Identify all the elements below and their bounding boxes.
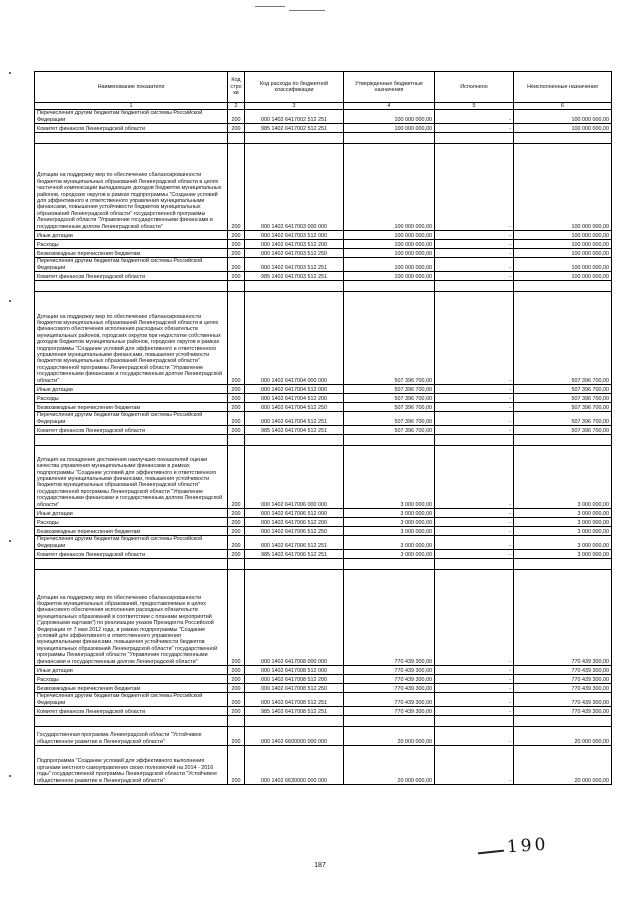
- row-unexecuted-cell: 770 439 300,00: [514, 707, 612, 716]
- row-executed-cell: -: [435, 536, 514, 550]
- row-name-cell: Расходы: [35, 675, 228, 684]
- row-name-cell: Комитет финансов Ленинградской области: [35, 550, 228, 559]
- top-scan-marks: [255, 4, 325, 14]
- row-name-cell: Иные дотации: [35, 666, 228, 675]
- row-code-cell: 200: [228, 292, 245, 385]
- row-kbk-cell: 000 1402 6417006 512 250: [245, 527, 344, 536]
- row-kbk-cell: 985 1402 6417004 512 251: [245, 426, 344, 435]
- row-name-cell: Иные дотации: [35, 231, 228, 240]
- row-kbk-cell: 985 1402 6417008 512 251: [245, 707, 344, 716]
- row-kbk-cell: 985 1402 6417006 512 251: [245, 550, 344, 559]
- page-number: 187: [314, 862, 326, 869]
- row-executed-cell: -: [435, 292, 514, 385]
- row-unexecuted-cell: 507 396 700,00: [514, 403, 612, 412]
- row-unexecuted-cell: 100 000 000,00: [514, 258, 612, 272]
- row-executed-cell: -: [435, 446, 514, 509]
- row-approved-cell: 3 000 000,00: [344, 550, 435, 559]
- table-row: [35, 550, 612, 559]
- row-unexecuted-cell: 770 439 300,00: [514, 675, 612, 684]
- row-code-cell: 200: [228, 231, 245, 240]
- row-approved-cell: 3 000 000,00: [344, 536, 435, 550]
- row-code-cell: 200: [228, 385, 245, 394]
- table-row: [35, 231, 612, 240]
- row-unexecuted-cell: 3 000 000,00: [514, 518, 612, 527]
- row-name-cell: Безвозмездные перечисления бюджетам: [35, 249, 228, 258]
- row-unexecuted-cell: [514, 281, 612, 292]
- row-approved-cell: 3 000 000,00: [344, 509, 435, 518]
- table-row: [35, 258, 612, 272]
- row-name-cell: Дотации на поддержку мер по обеспечению сбалансированности бюджетов муниципальных образований Ленинградской области в целях частичной компенсации выпадающих доходов бюджетов муниципальных районов, городских округов в рамках подпрограммы "Создание условий для эффективного и ответственного управления муниципальными финансами, повышения устойчивости бюджетов муниципальных образований Ленинградской области" государственной программы Ленинградской области "Управление государственными финансами и государственным долгом Ленинградской области": [35, 144, 228, 231]
- row-unexecuted-cell: 507 396 700,00: [514, 385, 612, 394]
- margin-mark: [9, 775, 11, 777]
- row-kbk-cell: [245, 281, 344, 292]
- row-approved-cell: [344, 281, 435, 292]
- row-unexecuted-cell: 100 000 000,00: [514, 124, 612, 133]
- header-executed: Исполнено: [435, 72, 514, 103]
- row-code-cell: 200: [228, 249, 245, 258]
- row-approved-cell: 770 439 300,00: [344, 707, 435, 716]
- row-executed-cell: [435, 133, 514, 144]
- row-approved-cell: 770 439 300,00: [344, 675, 435, 684]
- row-name-cell: Безвозмездные перечисления бюджетам: [35, 403, 228, 412]
- row-executed-cell: -: [435, 249, 514, 258]
- column-number: 1: [35, 103, 228, 110]
- table-row: [35, 385, 612, 394]
- table-row: [35, 509, 612, 518]
- row-unexecuted-cell: 100 000 000,00: [514, 144, 612, 231]
- row-unexecuted-cell: 3 000 000,00: [514, 550, 612, 559]
- column-number: 3: [245, 103, 344, 110]
- row-kbk-cell: 000 1402 6417008 512 000: [245, 666, 344, 675]
- row-unexecuted-cell: [514, 559, 612, 570]
- row-approved-cell: [344, 559, 435, 570]
- row-unexecuted-cell: 20 000 000,00: [514, 727, 612, 746]
- row-kbk-cell: 000 1402 6417004 512 250: [245, 403, 344, 412]
- row-approved-cell: 507 396 700,00: [344, 412, 435, 426]
- row-unexecuted-cell: 100 000 000,00: [514, 272, 612, 281]
- row-kbk-cell: 000 1402 6417008 000 000: [245, 570, 344, 666]
- table-row: [35, 144, 612, 231]
- row-name-cell: Перечисления другим бюджетам бюджетной системы Российской Федерации: [35, 536, 228, 550]
- signature-stroke: [478, 850, 504, 855]
- table-row: [35, 403, 612, 412]
- row-executed-cell: [435, 716, 514, 727]
- row-executed-cell: [435, 559, 514, 570]
- row-executed-cell: -: [435, 394, 514, 403]
- row-approved-cell: 3 000 000,00: [344, 446, 435, 509]
- row-executed-cell: -: [435, 707, 514, 716]
- row-executed-cell: -: [435, 124, 514, 133]
- row-executed-cell: -: [435, 675, 514, 684]
- row-name-cell: Перечисления другим бюджетам бюджетной системы Российской Федерации: [35, 258, 228, 272]
- row-approved-cell: 100 000 000,00: [344, 144, 435, 231]
- table-row: [35, 249, 612, 258]
- row-kbk-cell: 000 1402 6417004 000 000: [245, 292, 344, 385]
- row-name-cell: Комитет финансов Ленинградской области: [35, 707, 228, 716]
- row-name-cell: Безвозмездные перечисления бюджетам: [35, 527, 228, 536]
- row-code-cell: 200: [228, 272, 245, 281]
- row-code-cell: 200: [228, 550, 245, 559]
- row-kbk-cell: 000 1402 6417008 512 250: [245, 684, 344, 693]
- row-kbk-cell: 000 1402 6417008 512 200: [245, 675, 344, 684]
- row-executed-cell: -: [435, 693, 514, 707]
- row-code-cell: [228, 716, 245, 727]
- row-code-cell: 200: [228, 124, 245, 133]
- row-name-cell: [35, 559, 228, 570]
- row-kbk-cell: 000 1402 6417004 512 200: [245, 394, 344, 403]
- row-name-cell: Перечисления другим бюджетам бюджетной системы Российской Федерации: [35, 110, 228, 124]
- table-row: [35, 707, 612, 716]
- row-name-cell: [35, 716, 228, 727]
- row-approved-cell: 770 439 300,00: [344, 684, 435, 693]
- row-code-cell: 200: [228, 727, 245, 746]
- table-row: [35, 693, 612, 707]
- row-name-cell: Расходы: [35, 518, 228, 527]
- row-unexecuted-cell: 3 000 000,00: [514, 446, 612, 509]
- row-approved-cell: 770 439 300,00: [344, 666, 435, 675]
- row-executed-cell: -: [435, 412, 514, 426]
- row-kbk-cell: 985 1402 6417003 512 251: [245, 272, 344, 281]
- table-spacer-row: [35, 559, 612, 570]
- table-spacer-row: [35, 435, 612, 446]
- row-kbk-cell: [245, 435, 344, 446]
- row-executed-cell: -: [435, 509, 514, 518]
- row-approved-cell: 507 396 700,00: [344, 292, 435, 385]
- row-approved-cell: 507 396 700,00: [344, 394, 435, 403]
- row-unexecuted-cell: 770 439 300,00: [514, 570, 612, 666]
- row-unexecuted-cell: 3 000 000,00: [514, 509, 612, 518]
- header-unexecuted: Неисполненные назначения: [514, 72, 612, 103]
- row-approved-cell: 100 000 000,00: [344, 272, 435, 281]
- row-name-cell: [35, 133, 228, 144]
- row-approved-cell: 3 000 000,00: [344, 527, 435, 536]
- row-unexecuted-cell: 100 000 000,00: [514, 231, 612, 240]
- table-row: [35, 124, 612, 133]
- row-approved-cell: 507 396 700,00: [344, 403, 435, 412]
- row-approved-cell: 770 439 300,00: [344, 570, 435, 666]
- row-unexecuted-cell: 770 439 300,00: [514, 693, 612, 707]
- row-unexecuted-cell: 100 000 000,00: [514, 240, 612, 249]
- row-code-cell: 200: [228, 403, 245, 412]
- row-kbk-cell: 000 1402 6417004 512 000: [245, 385, 344, 394]
- row-code-cell: 200: [228, 693, 245, 707]
- row-name-cell: [35, 435, 228, 446]
- row-name-cell: Дотации на поддержку мер по обеспечению сбалансированности бюджетов муниципальных образований, предоставляемые в целях финансового обеспечения исполнения расходных обязательств муниципальных образований в соответствии с планами мероприятий ("дорожными картами") по реализации указов Президента Российской Федерации от 7 мая 2012 года, в рамках подпрограммы "Создание условий для эффективного и ответственного управления муниципальными финансами, повышения устойчивости бюджетов муниципальных образований Ленинградской области" государственной программы Ленинградской области "Управление государственными финансами и государственным долгом Ленинградской области": [35, 570, 228, 666]
- row-executed-cell: -: [435, 144, 514, 231]
- row-code-cell: 200: [228, 240, 245, 249]
- table-row: [35, 666, 612, 675]
- table-row: [35, 412, 612, 426]
- row-executed-cell: -: [435, 240, 514, 249]
- row-code-cell: [228, 281, 245, 292]
- row-unexecuted-cell: 3 000 000,00: [514, 536, 612, 550]
- row-unexecuted-cell: [514, 435, 612, 446]
- row-approved-cell: 100 000 000,00: [344, 249, 435, 258]
- row-executed-cell: -: [435, 272, 514, 281]
- row-unexecuted-cell: 507 396 700,00: [514, 412, 612, 426]
- row-kbk-cell: 000 1402 6417002 512 251: [245, 110, 344, 124]
- row-code-cell: 200: [228, 258, 245, 272]
- row-name-cell: Подпрограмма "Создание условий для эффективного выполнения органами местного самоуправления своих полномочий на 2014 - 2016 годы" государственной программы Ленинградской области "Устойчивое общественное развитие в Ленинградской области": [35, 746, 228, 785]
- row-unexecuted-cell: 507 396 700,00: [514, 394, 612, 403]
- table-header-row: [35, 72, 612, 103]
- row-kbk-cell: [245, 133, 344, 144]
- row-code-cell: 200: [228, 412, 245, 426]
- row-kbk-cell: 000 1402 6417003 512 251: [245, 258, 344, 272]
- table-row: [35, 684, 612, 693]
- row-name-cell: [35, 281, 228, 292]
- column-number: 2: [228, 103, 245, 110]
- row-code-cell: [228, 435, 245, 446]
- row-code-cell: 200: [228, 675, 245, 684]
- row-name-cell: Расходы: [35, 240, 228, 249]
- table-spacer-row: [35, 281, 612, 292]
- row-unexecuted-cell: 770 439 300,00: [514, 666, 612, 675]
- row-code-cell: 200: [228, 527, 245, 536]
- row-name-cell: Расходы: [35, 394, 228, 403]
- row-executed-cell: -: [435, 527, 514, 536]
- row-kbk-cell: 000 1402 6417003 512 250: [245, 249, 344, 258]
- table-row: [35, 675, 612, 684]
- row-code-cell: [228, 559, 245, 570]
- table-row: [35, 536, 612, 550]
- row-approved-cell: 507 396 700,00: [344, 426, 435, 435]
- row-kbk-cell: 000 1402 6417006 512 251: [245, 536, 344, 550]
- row-unexecuted-cell: [514, 133, 612, 144]
- row-name-cell: Государственная программа Ленинградской области "Устойчивое общественное развитие в Ленинградской области": [35, 727, 228, 746]
- row-approved-cell: 100 000 000,00: [344, 124, 435, 133]
- row-approved-cell: 100 000 000,00: [344, 258, 435, 272]
- row-approved-cell: [344, 435, 435, 446]
- row-unexecuted-cell: 3 000 000,00: [514, 527, 612, 536]
- header-name: Наименование показателя: [35, 72, 228, 103]
- row-approved-cell: 100 000 000,00: [344, 240, 435, 249]
- table-row: [35, 446, 612, 509]
- row-kbk-cell: 985 1402 6417002 512 251: [245, 124, 344, 133]
- table-spacer-row: [35, 133, 612, 144]
- row-unexecuted-cell: 507 396 700,00: [514, 292, 612, 385]
- row-name-cell: Перечисления другим бюджетам бюджетной системы Российской Федерации: [35, 693, 228, 707]
- row-approved-cell: 100 000 000,00: [344, 110, 435, 124]
- header-code: Код стро ки: [228, 72, 245, 103]
- row-kbk-cell: 000 1402 6417003 000 000: [245, 144, 344, 231]
- row-kbk-cell: 000 1402 6417003 512 200: [245, 240, 344, 249]
- table-row: [35, 240, 612, 249]
- row-code-cell: 200: [228, 446, 245, 509]
- row-approved-cell: 20 000 000,00: [344, 746, 435, 785]
- row-approved-cell: 3 000 000,00: [344, 518, 435, 527]
- row-code-cell: 200: [228, 746, 245, 785]
- row-code-cell: 200: [228, 509, 245, 518]
- row-code-cell: 200: [228, 666, 245, 675]
- row-code-cell: [228, 133, 245, 144]
- row-executed-cell: -: [435, 666, 514, 675]
- row-code-cell: 200: [228, 394, 245, 403]
- row-executed-cell: -: [435, 231, 514, 240]
- table-row: [35, 570, 612, 666]
- row-code-cell: 200: [228, 536, 245, 550]
- row-kbk-cell: 000 1402 6417006 512 000: [245, 509, 344, 518]
- row-kbk-cell: 000 1402 6417008 512 251: [245, 693, 344, 707]
- row-executed-cell: -: [435, 746, 514, 785]
- row-name-cell: Комитет финансов Ленинградской области: [35, 426, 228, 435]
- row-code-cell: 200: [228, 570, 245, 666]
- row-code-cell: 200: [228, 684, 245, 693]
- row-executed-cell: -: [435, 518, 514, 527]
- row-kbk-cell: 000 1402 6417006 512 200: [245, 518, 344, 527]
- row-unexecuted-cell: 20 000 000,00: [514, 746, 612, 785]
- row-approved-cell: 770 439 300,00: [344, 693, 435, 707]
- row-kbk-cell: 000 1402 6417006 000 000: [245, 446, 344, 509]
- budget-execution-table: [34, 71, 612, 785]
- row-executed-cell: -: [435, 385, 514, 394]
- row-executed-cell: -: [435, 550, 514, 559]
- row-name-cell: Иные дотации: [35, 509, 228, 518]
- budget-table-sheet: [34, 71, 611, 785]
- row-executed-cell: [435, 435, 514, 446]
- row-name-cell: Иные дотации: [35, 385, 228, 394]
- row-unexecuted-cell: 100 000 000,00: [514, 249, 612, 258]
- row-kbk-cell: 000 1402 6417004 512 251: [245, 412, 344, 426]
- sheet-stamp-number: 190: [506, 834, 550, 858]
- row-unexecuted-cell: 100 000 000,00: [514, 110, 612, 124]
- row-executed-cell: -: [435, 110, 514, 124]
- margin-mark: [9, 72, 11, 74]
- row-executed-cell: -: [435, 403, 514, 412]
- table-row: [35, 727, 612, 746]
- table-spacer-row: [35, 716, 612, 727]
- column-number-row: [35, 103, 612, 110]
- row-kbk-cell: [245, 559, 344, 570]
- row-unexecuted-cell: 507 396 700,00: [514, 426, 612, 435]
- margin-mark: [9, 300, 11, 302]
- table-row: [35, 110, 612, 124]
- row-code-cell: 200: [228, 110, 245, 124]
- column-number: 4: [344, 103, 435, 110]
- header-approved: Утвержденные бюджетные назначения: [344, 72, 435, 103]
- column-number: 6: [514, 103, 612, 110]
- row-name-cell: Перечисления другим бюджетам бюджетной системы Российской Федерации: [35, 412, 228, 426]
- row-approved-cell: [344, 133, 435, 144]
- row-code-cell: 200: [228, 426, 245, 435]
- table-row: [35, 746, 612, 785]
- table-body: [35, 110, 612, 785]
- table-row: [35, 394, 612, 403]
- header-kbk: Код расхода по бюджетной классификации: [245, 72, 344, 103]
- row-approved-cell: 20 000 000,00: [344, 727, 435, 746]
- row-code-cell: 200: [228, 144, 245, 231]
- row-name-cell: Дотации на поддержку мер по обеспечению сбалансированности бюджетов муниципальных образований Ленинградской области в целях финансового обеспечения исполнения расходных обязательств муниципальных районов, городских округов при недостатке собственных доходов бюджетов муниципальных районов, городских округов в рамках подпрограммы "Создание условий для эффективного и ответственного управления муниципальными финансами, повышения устойчивости бюджетов муниципальных образований Ленинградской области" государственной программы Ленинградской области "Управление государственными финансами и государственным долгом Ленинградской области": [35, 292, 228, 385]
- table-row: [35, 527, 612, 536]
- table-row: [35, 292, 612, 385]
- row-executed-cell: -: [435, 727, 514, 746]
- row-kbk-cell: 000 1402 6600000 000 000: [245, 727, 344, 746]
- row-kbk-cell: 000 1402 6417003 512 000: [245, 231, 344, 240]
- row-approved-cell: 100 000 000,00: [344, 231, 435, 240]
- table-row: [35, 272, 612, 281]
- row-executed-cell: -: [435, 258, 514, 272]
- column-number: 5: [435, 103, 514, 110]
- row-name-cell: Комитет финансов Ленинградской области: [35, 272, 228, 281]
- row-name-cell: Комитет финансов Ленинградской области: [35, 124, 228, 133]
- margin-mark: [9, 540, 11, 542]
- row-code-cell: 200: [228, 518, 245, 527]
- row-code-cell: 200: [228, 707, 245, 716]
- row-unexecuted-cell: 770 439 300,00: [514, 684, 612, 693]
- row-name-cell: Дотация на поощрение достижения наилучших показателей оценки качества управления муниципальными финансами в рамках подпрограммы "Создание условий для эффективного и ответственного управления муниципальными финансами, повышения устойчивости бюджетов муниципальных образований Ленинградской области" государственной программы Ленинградской области "Управление государственными финансами и государственным долгом Ленинградской области": [35, 446, 228, 509]
- row-executed-cell: -: [435, 570, 514, 666]
- row-unexecuted-cell: [514, 716, 612, 727]
- row-executed-cell: -: [435, 426, 514, 435]
- table-row: [35, 518, 612, 527]
- row-approved-cell: [344, 716, 435, 727]
- row-kbk-cell: 000 1402 6630000 000 000: [245, 746, 344, 785]
- table-row: [35, 426, 612, 435]
- row-approved-cell: 507 396 700,00: [344, 385, 435, 394]
- row-executed-cell: -: [435, 684, 514, 693]
- row-executed-cell: [435, 281, 514, 292]
- row-kbk-cell: [245, 716, 344, 727]
- row-name-cell: Безвозмездные перечисления бюджетам: [35, 684, 228, 693]
